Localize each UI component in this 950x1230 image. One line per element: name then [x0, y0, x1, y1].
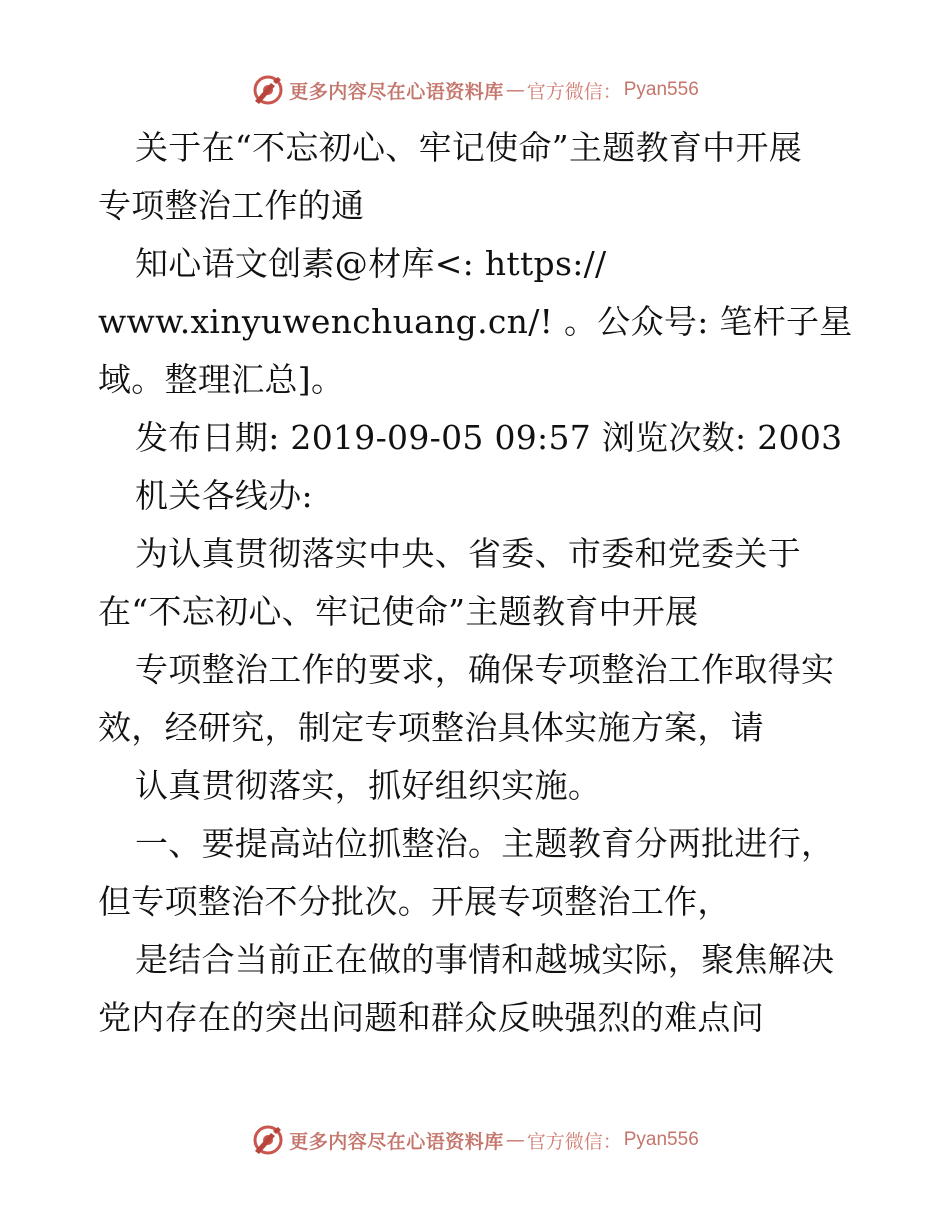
- section-heading-line: 一、要提高站位抓整治。主题教育分两批进行，: [135, 824, 835, 863]
- source-line-2: www.xinyuwenchuang.cn/! 。公众号: 笔杆子星: [98, 302, 853, 341]
- footer-watermark-banner: [0, 1120, 950, 1160]
- paragraph-line: 在“不忘初心、牢记使命”主题教育中开展: [98, 592, 699, 631]
- banner-main-text: 更多内容尽在心语资料库: [289, 1130, 504, 1153]
- paragraph-line: 为认真贯彻落实中央、省委、市委和党委关于: [135, 534, 801, 573]
- paragraph-line: 认真贯彻落实，抓好组织实施。: [135, 766, 602, 805]
- source-line-1: 知心语文创素@材库<: https://: [135, 244, 607, 283]
- paragraph-line: 党内存在的突出问题和群众反映强烈的难点问: [98, 998, 764, 1037]
- header-watermark-banner: [0, 70, 950, 110]
- red-circle-pen-logo-icon: [251, 73, 285, 107]
- banner-wechat-label: 官方微信：: [526, 80, 622, 103]
- publish-info-line: 发布日期: 2019-09-05 09:57 浏览次数: 2003: [135, 418, 843, 457]
- banner-main-text: 更多内容尽在心语资料库: [289, 80, 504, 103]
- title-line-2: 专项整治工作的通: [98, 186, 365, 225]
- red-circle-pen-logo-icon: [251, 1123, 285, 1157]
- banner-wechat-id: Pyan556: [623, 79, 699, 100]
- banner-wechat-label: 官方微信：: [526, 1130, 622, 1153]
- paragraph-line: 但专项整治不分批次。开展专项整治工作，: [98, 882, 731, 921]
- title-line-1: 关于在“不忘初心、牢记使命”主题教育中开展: [135, 128, 803, 167]
- document-body: [98, 119, 868, 1047]
- paragraph-line: 是结合当前正在做的事情和越城实际，聚焦解决: [135, 940, 835, 979]
- paragraph-line: 效，经研究，制定专项整治具体实施方案，请: [98, 708, 764, 747]
- banner-dash: —: [505, 79, 525, 101]
- paragraph-line: 专项整治工作的要求，确保专项整治工作取得实: [135, 650, 835, 689]
- source-line-3: 域。整理汇总]。: [98, 360, 345, 399]
- banner-wechat-id: Pyan556: [623, 1129, 699, 1150]
- banner-dash: —: [505, 1129, 525, 1151]
- salutation-line: 机关各线办:: [135, 476, 313, 515]
